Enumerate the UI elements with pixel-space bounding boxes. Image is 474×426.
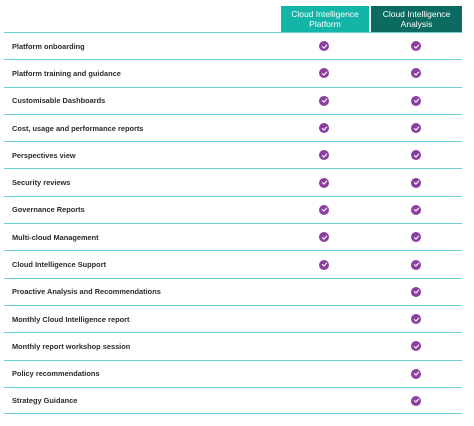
check-icon bbox=[411, 260, 421, 270]
check-icon bbox=[319, 150, 329, 160]
check-icon bbox=[319, 68, 329, 78]
feature-label: Governance Reports bbox=[12, 205, 85, 215]
feature-label: Policy recommendations bbox=[12, 369, 100, 379]
feature-label: Perspectives view bbox=[12, 150, 76, 160]
feature-label: Customisable Dashboards bbox=[12, 96, 106, 106]
table-body bbox=[4, 32, 462, 414]
feature-label: Platform training and guidance bbox=[12, 68, 121, 78]
table-row bbox=[4, 360, 462, 387]
check-icon bbox=[319, 232, 329, 242]
check-icon bbox=[411, 287, 421, 297]
table-row bbox=[4, 387, 462, 414]
feature-label: Cloud Intelligence Support bbox=[12, 260, 107, 270]
check-icon bbox=[319, 96, 329, 106]
check-icon bbox=[411, 232, 421, 242]
feature-label: Security reviews bbox=[12, 178, 71, 188]
check-icon bbox=[411, 341, 421, 351]
check-icon bbox=[411, 68, 421, 78]
table-row bbox=[4, 87, 462, 114]
check-icon bbox=[411, 314, 421, 324]
table-row bbox=[4, 196, 462, 223]
feature-label: Proactive Analysis and Recommendations bbox=[12, 287, 161, 297]
table-row bbox=[4, 141, 462, 168]
table-row bbox=[4, 114, 462, 141]
check-icon bbox=[411, 396, 421, 406]
table-row bbox=[4, 250, 462, 277]
feature-label: Monthly Cloud Intelligence report bbox=[12, 314, 130, 324]
table-row bbox=[4, 332, 462, 359]
feature-label: Platform onboarding bbox=[12, 41, 85, 51]
feature-label: Cost, usage and performance reports bbox=[12, 123, 144, 133]
check-icon bbox=[411, 123, 421, 133]
check-icon bbox=[319, 178, 329, 188]
check-icon bbox=[411, 205, 421, 215]
column-header-analysis: Cloud Intelligence Analysis bbox=[371, 6, 462, 32]
check-icon bbox=[411, 150, 421, 160]
table-header bbox=[0, 6, 474, 32]
check-icon bbox=[411, 369, 421, 379]
check-icon bbox=[411, 41, 421, 51]
check-icon bbox=[319, 260, 329, 270]
check-icon bbox=[411, 96, 421, 106]
table-row bbox=[4, 168, 462, 195]
check-icon bbox=[411, 178, 421, 188]
feature-label: Monthly report workshop session bbox=[12, 341, 131, 351]
table-row bbox=[4, 59, 462, 86]
feature-label: Strategy Guidance bbox=[12, 396, 78, 405]
check-icon bbox=[319, 205, 329, 215]
table-row bbox=[4, 223, 462, 250]
table-row bbox=[4, 32, 462, 59]
table-row bbox=[4, 305, 462, 332]
check-icon bbox=[319, 41, 329, 51]
column-header-platform: Cloud Intelligence Platform bbox=[281, 6, 369, 32]
table-row bbox=[4, 278, 462, 305]
check-icon bbox=[319, 123, 329, 133]
feature-label: Multi-cloud Management bbox=[12, 232, 99, 242]
